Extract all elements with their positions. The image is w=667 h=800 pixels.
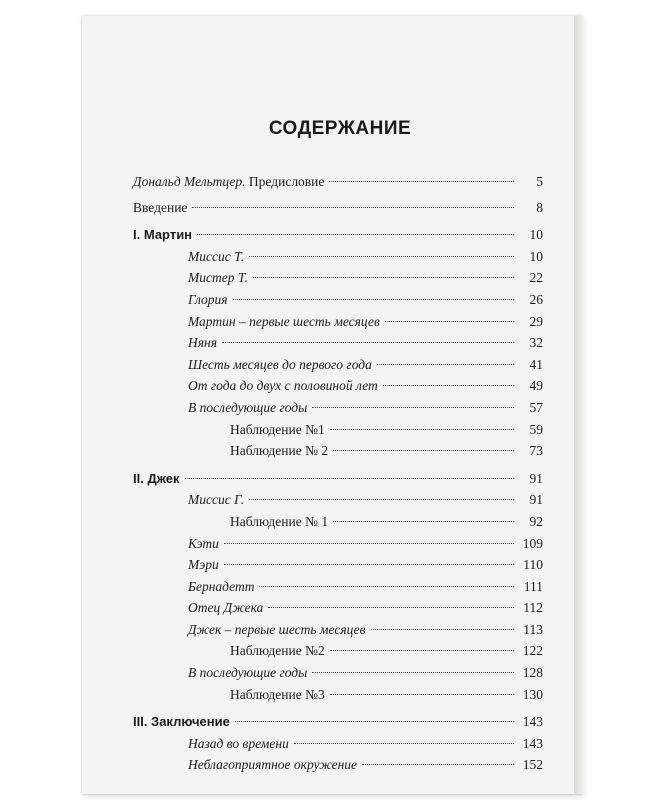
toc-row — [133, 247, 543, 269]
toc-row — [133, 598, 543, 620]
toc-entry-page: 112 — [523, 600, 543, 616]
toc-row — [133, 355, 543, 377]
dot-leader — [330, 650, 514, 651]
toc-entry-title: Шесть месяцев до первого года — [188, 356, 372, 372]
toc-entry-page: 8 — [536, 199, 543, 215]
toc-entry-title-text: Предисловие — [248, 174, 325, 189]
toc-row — [133, 441, 543, 463]
dot-leader — [235, 721, 514, 722]
dot-leader — [249, 256, 514, 257]
toc-row-preface — [133, 172, 543, 194]
dot-leader — [222, 342, 514, 343]
dot-leader — [312, 672, 514, 673]
toc-entry-title: Наблюдение № 1 — [230, 513, 329, 529]
toc-section-title: I. Мартин — [133, 227, 193, 243]
toc-entry-page: 10 — [529, 227, 543, 243]
toc-row — [133, 376, 543, 398]
toc-entry-title: Миссис Т. — [188, 248, 245, 264]
toc-section-title: II. Джек — [133, 470, 180, 486]
toc-entry-title: Няня — [188, 335, 217, 351]
page-title: СОДЕРЖАНИЕ — [268, 118, 412, 139]
toc-entry-title: От года до двух с половиной лет — [188, 378, 378, 394]
dot-leader — [253, 277, 514, 278]
toc-row — [133, 268, 543, 290]
toc-row — [133, 398, 543, 420]
toc-row — [133, 534, 543, 556]
toc-entry-page: 10 — [529, 248, 543, 264]
toc-entry-page: 57 — [529, 399, 543, 415]
toc-row — [133, 312, 543, 334]
toc-entry-page: 110 — [523, 557, 543, 573]
toc-section-martin — [133, 225, 543, 247]
dot-leader — [185, 478, 515, 479]
toc-entry-page: 41 — [529, 356, 543, 372]
dot-leader — [371, 629, 514, 630]
toc-entry-title: Кэти — [188, 535, 219, 551]
toc-entry-title: В последующие годы — [188, 665, 308, 681]
dot-leader — [249, 499, 514, 500]
toc-entry-title: Джек – первые шесть месяцев — [188, 621, 366, 637]
toc-row — [133, 555, 543, 577]
toc-entry-author: Дональд Мельтцер. — [133, 174, 246, 189]
toc-entry-page: 111 — [523, 578, 543, 594]
toc-entry-page: 122 — [522, 643, 543, 659]
toc-entry-title: Отец Джека — [188, 600, 264, 616]
dot-leader — [312, 407, 514, 408]
toc-entry-page: 128 — [522, 665, 543, 681]
toc-row — [133, 512, 543, 534]
dot-leader — [362, 764, 514, 765]
dot-leader — [330, 429, 514, 430]
toc-row — [133, 663, 543, 685]
toc-entry-page: 29 — [529, 313, 543, 329]
dot-leader — [330, 694, 514, 695]
dot-leader — [383, 385, 514, 386]
dot-leader — [377, 364, 514, 365]
toc-entry-page: 91 — [529, 492, 543, 508]
dot-leader — [192, 207, 514, 208]
toc-entry-title: Наблюдение №1 — [230, 421, 325, 437]
toc-entry-title: Мистер Т. — [188, 270, 248, 286]
dot-leader — [329, 181, 514, 182]
dot-leader — [224, 543, 514, 544]
toc-row — [133, 333, 543, 355]
toc-entry-page: 91 — [529, 470, 543, 486]
toc-row — [133, 734, 543, 756]
toc-entry-page: 59 — [529, 421, 543, 437]
dot-leader — [294, 743, 514, 744]
toc-entry-page: 152 — [522, 757, 543, 773]
dot-leader — [333, 521, 514, 522]
toc-row — [133, 685, 543, 707]
toc-entry-title: Наблюдение № 2 — [230, 443, 329, 459]
dot-leader — [333, 450, 514, 451]
toc-entry-page: 49 — [529, 378, 543, 394]
toc-section-conclusion — [133, 712, 543, 734]
dot-leader — [224, 564, 514, 565]
toc-section-title: III. Заключение — [133, 714, 230, 730]
toc-row-introduction — [133, 198, 543, 220]
toc-entry-page: 73 — [529, 443, 543, 459]
toc-entry-title: Неблагоприятное окружение — [188, 757, 358, 773]
toc-section-jack — [133, 469, 543, 491]
toc-entry-title: Бернадетт — [188, 578, 255, 594]
toc-entry-title: Наблюдение №3 — [230, 686, 325, 702]
toc-entry-title: Мартин – первые шесть месяцев — [188, 313, 380, 329]
toc-entry-page: 92 — [529, 513, 543, 529]
toc-row — [133, 577, 543, 599]
toc-entry-title — [133, 172, 324, 192]
toc-entry-page: 113 — [523, 621, 543, 637]
toc-entry-page: 22 — [529, 270, 543, 286]
toc-row — [133, 755, 543, 777]
toc-entry-title: Назад во времени — [188, 735, 289, 751]
dot-leader — [385, 321, 514, 322]
toc-entry-title: В последующие годы — [188, 399, 308, 415]
toc-row — [133, 490, 543, 512]
toc-entry-page: 26 — [529, 291, 543, 307]
page-edge — [574, 16, 584, 794]
toc-row — [133, 641, 543, 663]
toc-entry-page: 130 — [522, 686, 543, 702]
toc-entry-title: Наблюдение №2 — [230, 643, 325, 659]
toc-entry-title: Глория — [188, 291, 228, 307]
toc-entry-page: 143 — [522, 714, 543, 730]
toc-entry-page: 32 — [529, 335, 543, 351]
dot-leader — [259, 586, 514, 587]
toc-entry-title: Миссис Г. — [188, 492, 245, 508]
toc-row — [133, 420, 543, 442]
toc-row — [133, 620, 543, 642]
toc-entry-title: Введение — [133, 199, 188, 215]
toc-entry-page: 5 — [536, 174, 543, 189]
dot-leader — [233, 299, 514, 300]
toc-row — [133, 290, 543, 312]
toc-entry-page: 109 — [522, 535, 543, 551]
toc-entry-page: 143 — [522, 735, 543, 751]
dot-leader — [268, 607, 514, 608]
table-of-contents — [133, 172, 543, 777]
toc-entry-title: Мэри — [188, 557, 219, 573]
dot-leader — [197, 234, 514, 235]
